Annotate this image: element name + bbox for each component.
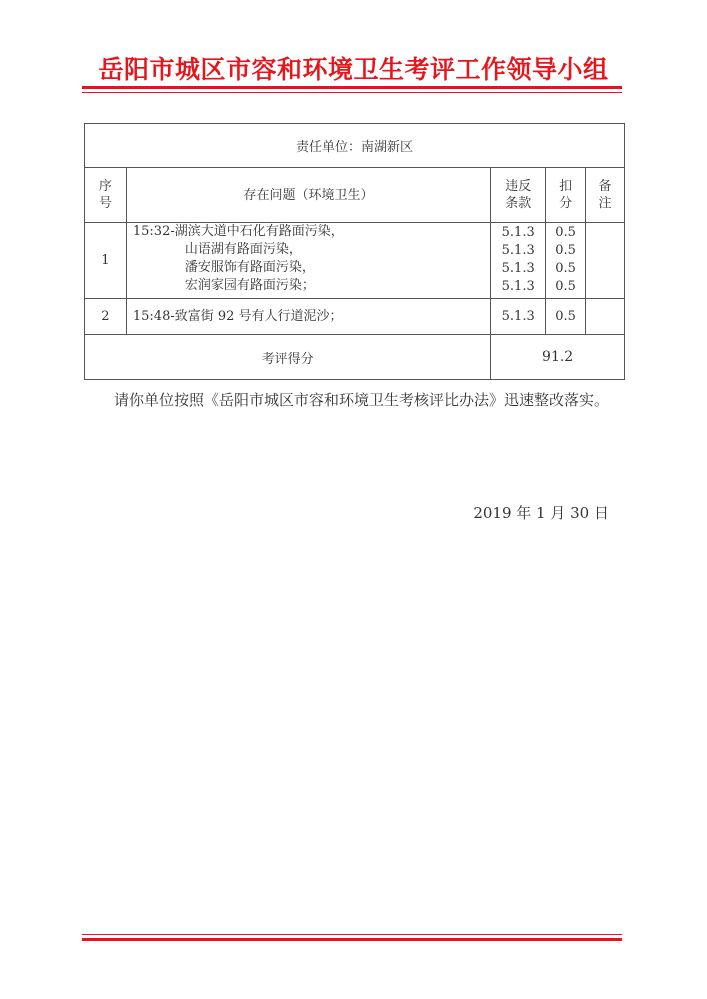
row-problem: 15:32-湖滨大道中石化有路面污染， 山语湖有路面污染， 潘安服饰有路面污染， 宏润家园有路面污染； — [126, 223, 490, 299]
footer-rule-thick — [82, 938, 622, 941]
table-row — [85, 299, 625, 335]
table-header-row — [85, 168, 625, 223]
score-row — [85, 335, 625, 380]
header-clause: 违反 条款 — [491, 168, 546, 223]
row-clause: 5.1.3 — [491, 299, 546, 335]
row-remark — [586, 223, 625, 299]
document-title: 岳阳市城区市容和环境卫生考评工作领导小组 — [98, 55, 609, 84]
header-deduction: 扣 分 — [546, 168, 586, 223]
row-deduction: 0.5 0.5 0.5 0.5 — [546, 223, 586, 299]
unit-row — [85, 124, 625, 168]
header-rule-thick — [82, 86, 622, 89]
header-problem: 存在问题（环境卫生） — [126, 168, 490, 223]
table-row — [85, 223, 625, 299]
inspection-table — [84, 123, 625, 380]
instruction-paragraph: 请你单位按照《岳阳市城区市容和环境卫生考核评比办法》迅速整改落实。 — [114, 391, 610, 409]
row-deduction: 0.5 — [546, 299, 586, 335]
header-remark: 备 注 — [586, 168, 625, 223]
row-clause: 5.1.3 5.1.3 5.1.3 5.1.3 — [491, 223, 546, 299]
score-label: 考评得分 — [85, 335, 491, 380]
responsible-unit: 责任单位：南湖新区 — [85, 124, 625, 168]
row-index: 1 — [85, 223, 127, 299]
issue-date: 2019 年 1 月 30 日 — [473, 504, 609, 522]
header-index: 序 号 — [85, 168, 127, 223]
header-rule-thin — [82, 92, 622, 93]
row-index: 2 — [85, 299, 127, 335]
row-remark — [586, 299, 625, 335]
score-value: 91.2 — [491, 335, 625, 380]
row-problem: 15:48-致富街 92 号有人行道泥沙； — [126, 299, 490, 335]
footer-rule-thin — [82, 934, 622, 935]
